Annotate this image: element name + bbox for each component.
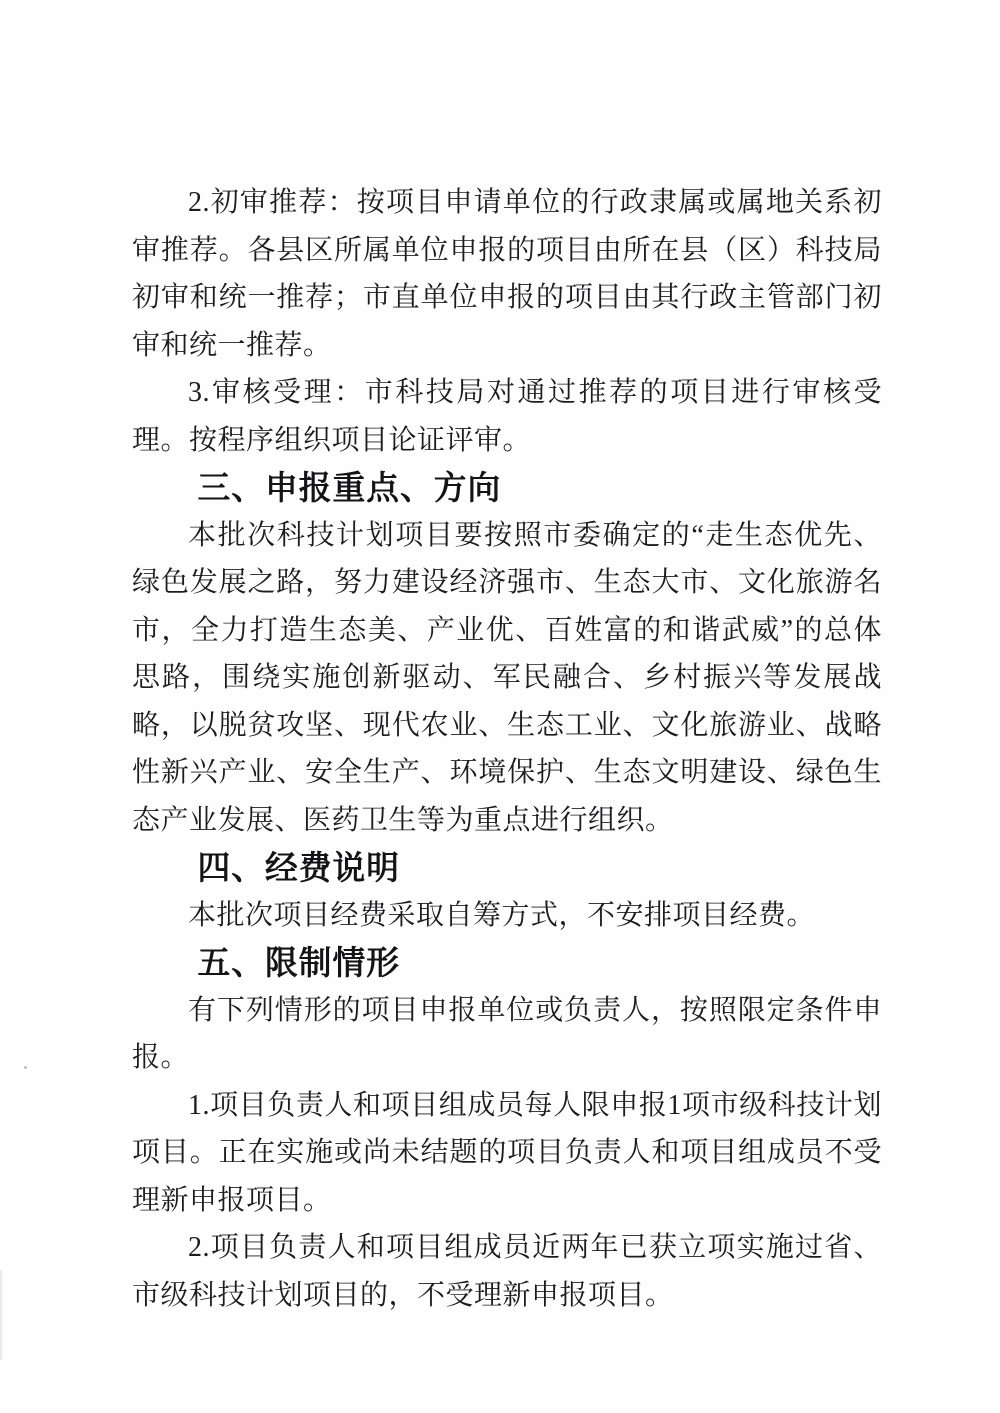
heading-section-3-application-focus: 三、申报重点、方向 (197, 469, 502, 506)
para-preliminary-review-recommendation: 2.初审推荐：按项目申请单位的行政隶属或属地关系初审推荐。各县区所属单位申报的项目由所在县（区）科技局初审和统一推荐；市直单位申报的项目由其行政主管部门初审和统一推荐。 (132, 187, 882, 361)
heading-section-5-restrictions: 五、限制情形 (197, 944, 401, 981)
scan-speck-artifact (24, 1066, 27, 1069)
scan-edge-artifact (0, 1270, 2, 1360)
para-funding-self-raised: 本批次项目经费采取自筹方式，不安排项目经费。 (188, 899, 816, 931)
heading-section-4-funding-notes: 四、经费说明 (197, 849, 401, 886)
para-review-acceptance: 3.审核受理：市科技局对通过推荐的项目进行审核受理。按程序组织项目论证评审。 (132, 377, 882, 456)
document-body (132, 179, 882, 1319)
para-application-focus-directions: 本批次科技计划项目要按照市委确定的“走生态优先、绿色发展之路，努力建设经济强市、生态大市、文化旅游名市，全力打造生态美、产业优、百姓富的和谐武威”的总体思路，围绕实施创新驱动、军民融合、乡村振兴等发展战略，以脱贫攻坚、现代农业、生态工业、文化旅游业、战略性新兴产业、安全生产、环境保护、生态文明建设、绿色生态产业发展、医药卫生等为重点进行组织。 (132, 519, 882, 836)
para-restriction-2-recent-projects: 2.项目负责人和项目组成员近两年已获立项实施过省、市级科技计划项目的，不受理新申报项目。 (132, 1232, 882, 1311)
para-restriction-1-quota-limit: 1.项目负责人和项目组成员每人限申报1项市级科技计划项目。正在实施或尚未结题的项目负责人和项目组成员不受理新申报项目。 (132, 1089, 882, 1216)
para-restrictions-intro: 有下列情形的项目申报单位或负责人，按照限定条件申报。 (132, 994, 882, 1073)
